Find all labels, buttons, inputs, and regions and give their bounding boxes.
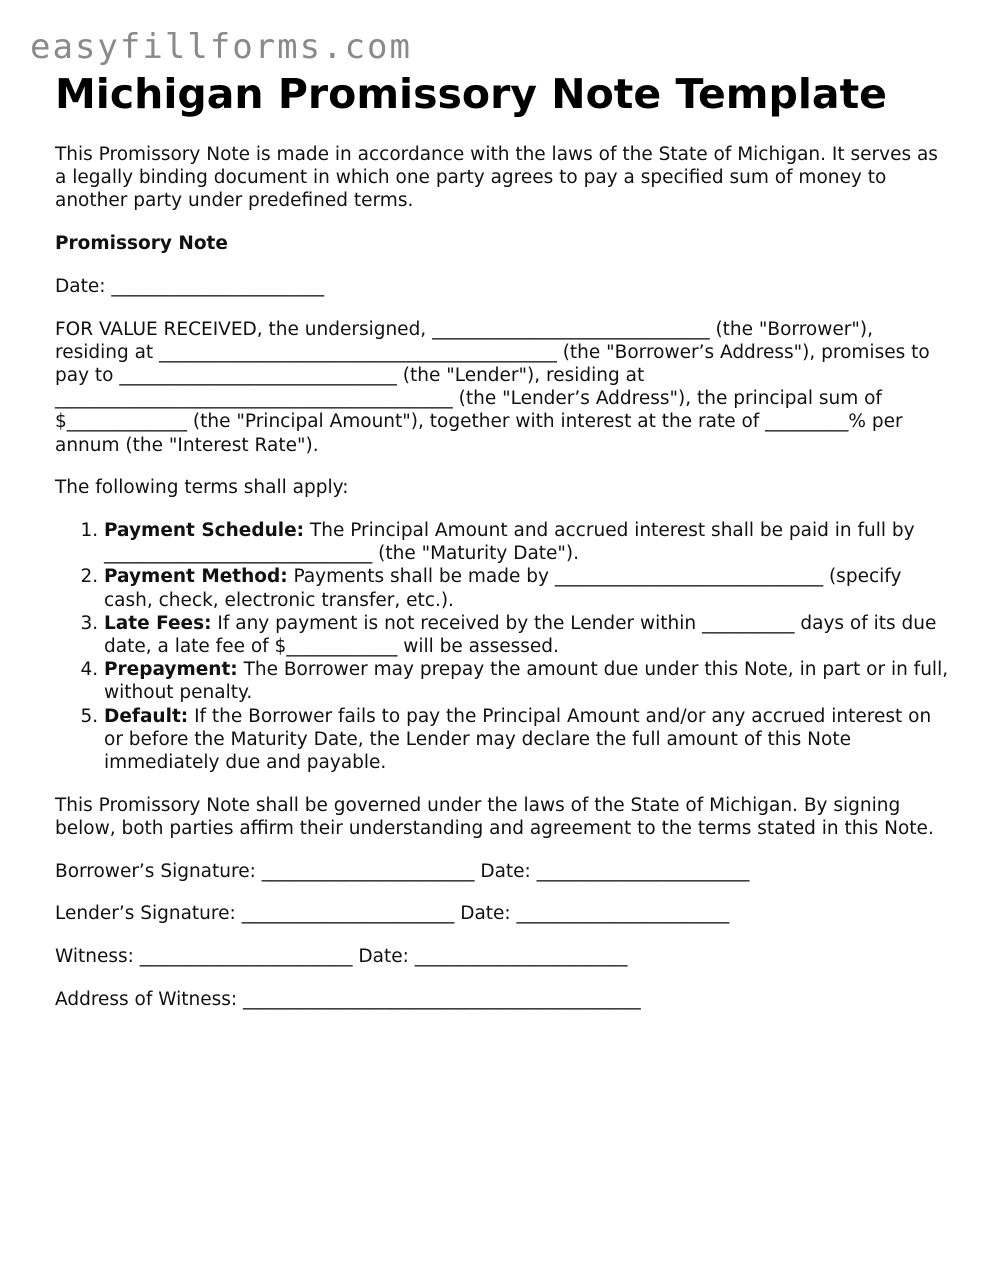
date-line: Date: _______________________ bbox=[55, 275, 325, 297]
term-text: Payments shall be made by _____________________________ (specify cash, check, electronic transfer, etc.). bbox=[104, 566, 902, 611]
term-text: The Borrower may prepay the amount due under this Note, in part or in full, without penalty. bbox=[104, 659, 949, 704]
term-label: Payment Method: bbox=[104, 566, 288, 588]
term-label: Payment Schedule: bbox=[104, 519, 305, 541]
term-payment-schedule bbox=[104, 519, 950, 565]
watermark: easyfillforms.com bbox=[30, 27, 412, 67]
document-body bbox=[55, 143, 950, 1030]
intro-paragraph: This Promissory Note is made in accordance with the laws of the State of Michigan. It serves as a legally binding document in which one party agrees to pay a specified sum of money to another party under predefined terms. bbox=[55, 144, 938, 212]
section-heading: Promissory Note bbox=[55, 233, 228, 255]
witness-address-line: Address of Witness: ___________________________________________ bbox=[55, 988, 641, 1010]
term-default bbox=[104, 705, 950, 775]
value-received-paragraph: FOR VALUE RECEIVED, the undersigned, ______________________________ (the "Borrower"), residing at ___________________________________________ (the "Borrower’s Address"), promises to pay to ______________________________ (the "Lender"), residing at ___________________________________________ (the "Lender’s Address"), the principal sum of $_____________ (the "Principal Amount"), together with interest at the rate of _________% per annum (the "Interest Rate"). bbox=[55, 318, 930, 456]
terms-list bbox=[55, 519, 950, 774]
term-label: Prepayment: bbox=[104, 659, 238, 681]
governing-paragraph: This Promissory Note shall be governed under the laws of the State of Michigan. By signing below, both parties affirm their understanding and agreement to the terms stated in this Note. bbox=[55, 794, 934, 839]
term-label: Late Fees: bbox=[104, 612, 212, 634]
page-title: Michigan Promissory Note Template bbox=[55, 70, 887, 118]
term-prepayment bbox=[104, 658, 950, 704]
term-text: If any payment is not received by the Lender within __________ days of its due date, a late fee of $____________ will be assessed. bbox=[104, 612, 937, 657]
terms-intro: The following terms shall apply: bbox=[55, 477, 349, 499]
witness-signature-line: Witness: _______________________ Date: _______________________ bbox=[55, 945, 628, 967]
term-late-fees bbox=[104, 612, 950, 658]
borrower-signature-line: Borrower’s Signature: _______________________ Date: _______________________ bbox=[55, 860, 750, 882]
term-text: The Principal Amount and accrued interest shall be paid in full by _____________________________ (the "Maturity Date"). bbox=[104, 519, 915, 565]
term-label: Default: bbox=[104, 705, 189, 727]
term-payment-method bbox=[104, 565, 950, 611]
lender-signature-line: Lender’s Signature: _______________________ Date: _______________________ bbox=[55, 903, 730, 925]
term-text: If the Borrower fails to pay the Principal Amount and/or any accrued interest on or before the Maturity Date, the Lender may declare the full amount of this Note immediately due and payable. bbox=[104, 705, 932, 773]
